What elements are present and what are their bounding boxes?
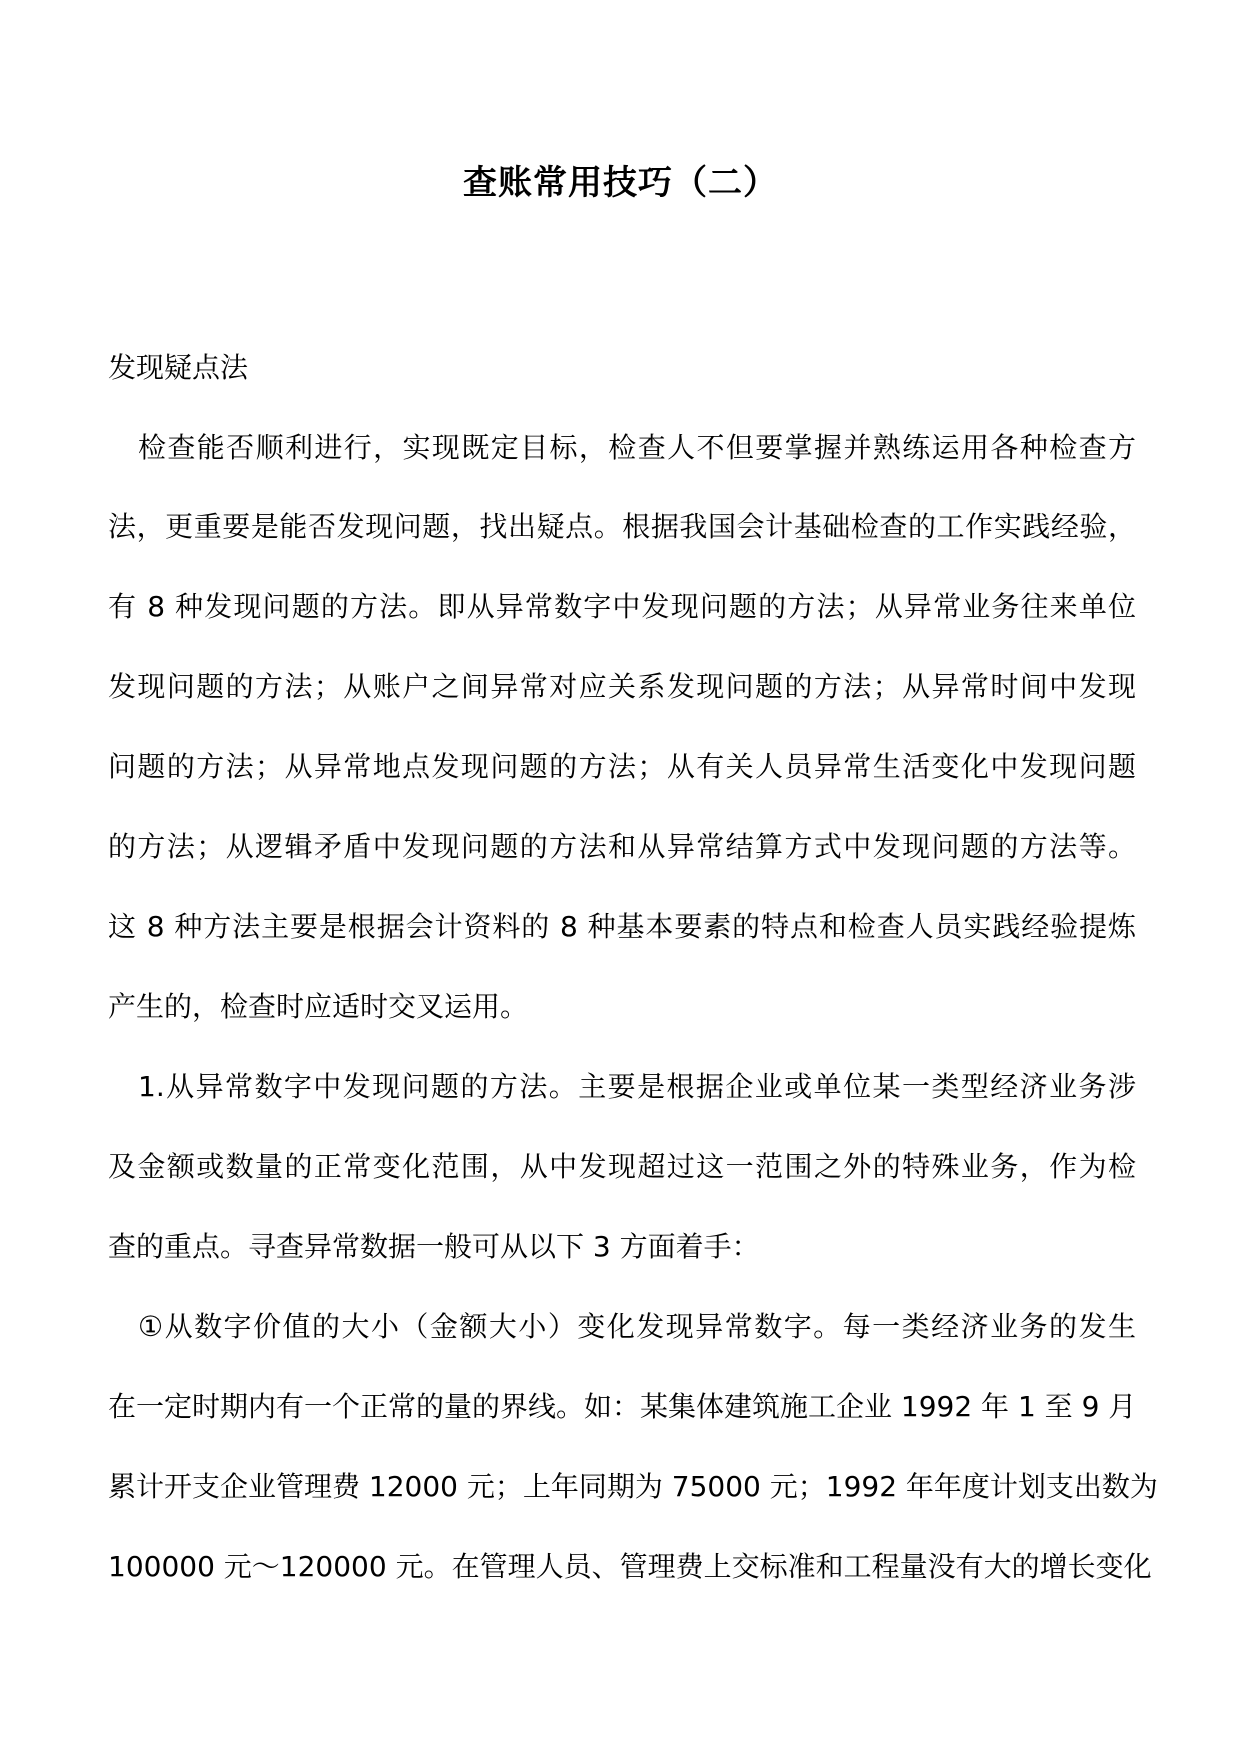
paragraph-line: ①从数字价值的大小（金额大小）变化发现异常数字。每一类经济业务的发生 <box>138 1310 1136 1343</box>
paragraph-line: 问题的方法；从异常地点发现问题的方法；从有关人员异常生活变化中发现问题 <box>108 750 1136 783</box>
paragraph-line: 这 8 种方法主要是根据会计资料的 8 种基本要素的特点和检查人员实践经验提炼 <box>108 910 1136 943</box>
paragraph-line: 的方法；从逻辑矛盾中发现问题的方法和从异常结算方式中发现问题的方法等。 <box>108 830 1136 863</box>
paragraph-line: 检查能否顺利进行，实现既定目标，检查人不但要掌握并熟练运用各种检查方 <box>138 431 1136 464</box>
paragraph-line: 100000 元～120000 元。在管理人员、管理费上交标准和工程量没有大的增长变化 <box>108 1550 1152 1583</box>
paragraph-line: 查的重点。寻查异常数据一般可从以下 3 方面着手： <box>108 1230 760 1263</box>
document-title: 查账常用技巧（二） <box>463 163 778 203</box>
paragraph-line: 1.从异常数字中发现问题的方法。主要是根据企业或单位某一类型经济业务涉 <box>138 1070 1136 1103</box>
paragraph-line: 发现问题的方法；从账户之间异常对应关系发现问题的方法；从异常时间中发现 <box>108 670 1136 703</box>
paragraph-line: 及金额或数量的正常变化范围，从中发现超过这一范围之外的特殊业务，作为检 <box>108 1150 1136 1183</box>
paragraph-line: 法，更重要是能否发现问题，找出疑点。根据我国会计基础检查的工作实践经验， <box>108 510 1136 543</box>
paragraph-line: 累计开支企业管理费 12000 元；上年同期为 75000 元；1992 年年度计划支出数为 <box>108 1470 1158 1503</box>
section-heading: 发现疑点法 <box>108 351 249 384</box>
paragraph-line: 产生的，检查时应适时交叉运用。 <box>108 990 529 1023</box>
paragraph-line: 有 8 种发现问题的方法。即从异常数字中发现问题的方法；从异常业务往来单位 <box>108 590 1136 623</box>
paragraph-line: 在一定时期内有一个正常的量的界线。如：某集体建筑施工企业 1992 年 1 至 9 月 <box>108 1390 1137 1423</box>
